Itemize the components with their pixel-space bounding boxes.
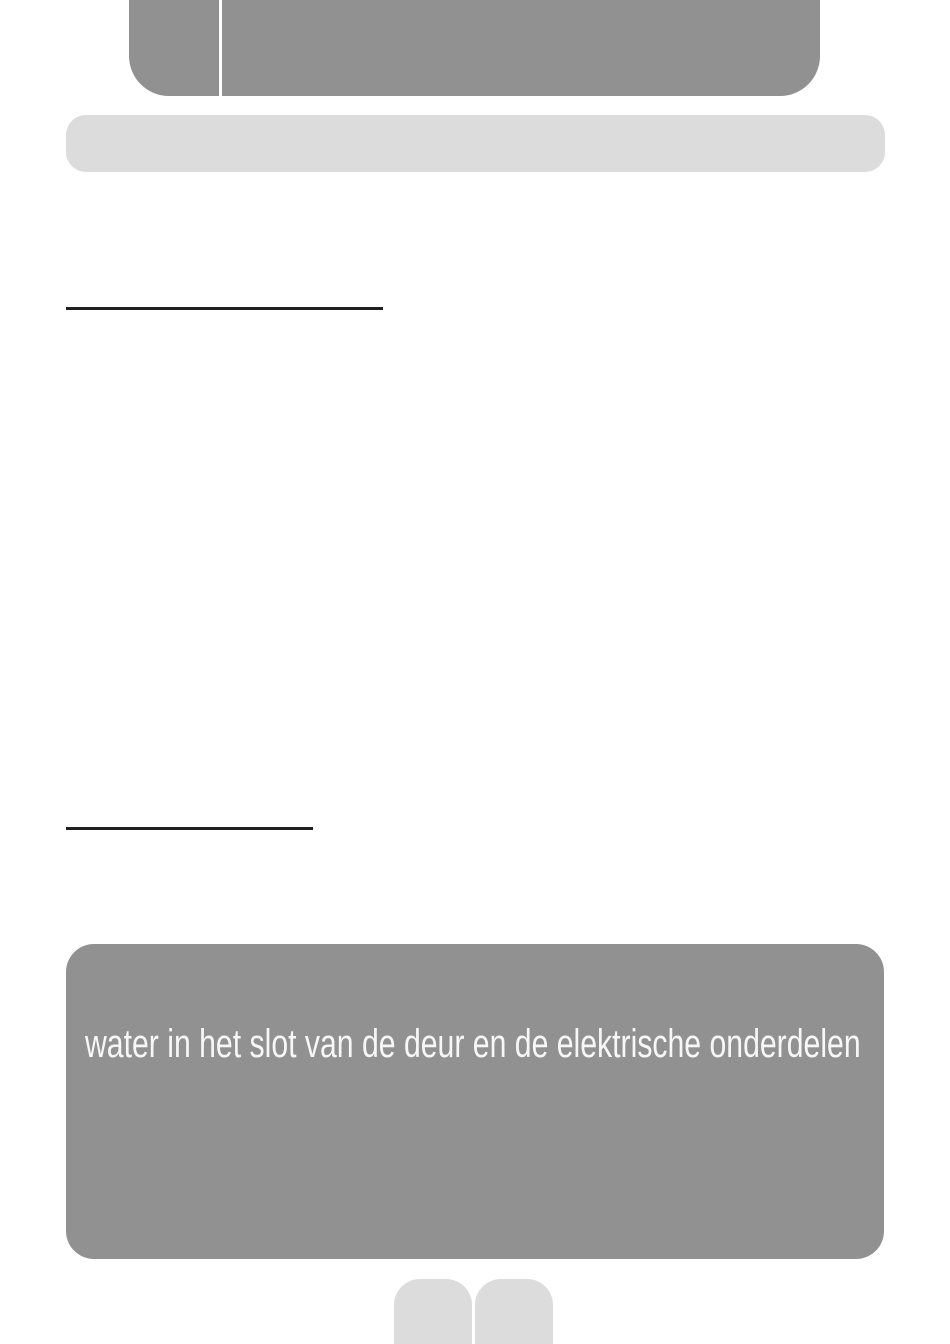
- notice-box: [66, 944, 884, 1259]
- header-tab-bar: [129, 0, 820, 96]
- footer-tab-left: [394, 1279, 472, 1344]
- subheader-bar: [66, 115, 885, 172]
- notice-text: water in het slot van de deur en de elektrische onderdelen: [85, 1022, 861, 1066]
- header-index-cell: [129, 0, 219, 96]
- header-title-cell: [222, 0, 820, 96]
- footer-tab-right: [475, 1279, 553, 1344]
- footer-tabs: [394, 1279, 553, 1344]
- heading-underline-1: [66, 307, 383, 310]
- heading-underline-2: [66, 827, 313, 830]
